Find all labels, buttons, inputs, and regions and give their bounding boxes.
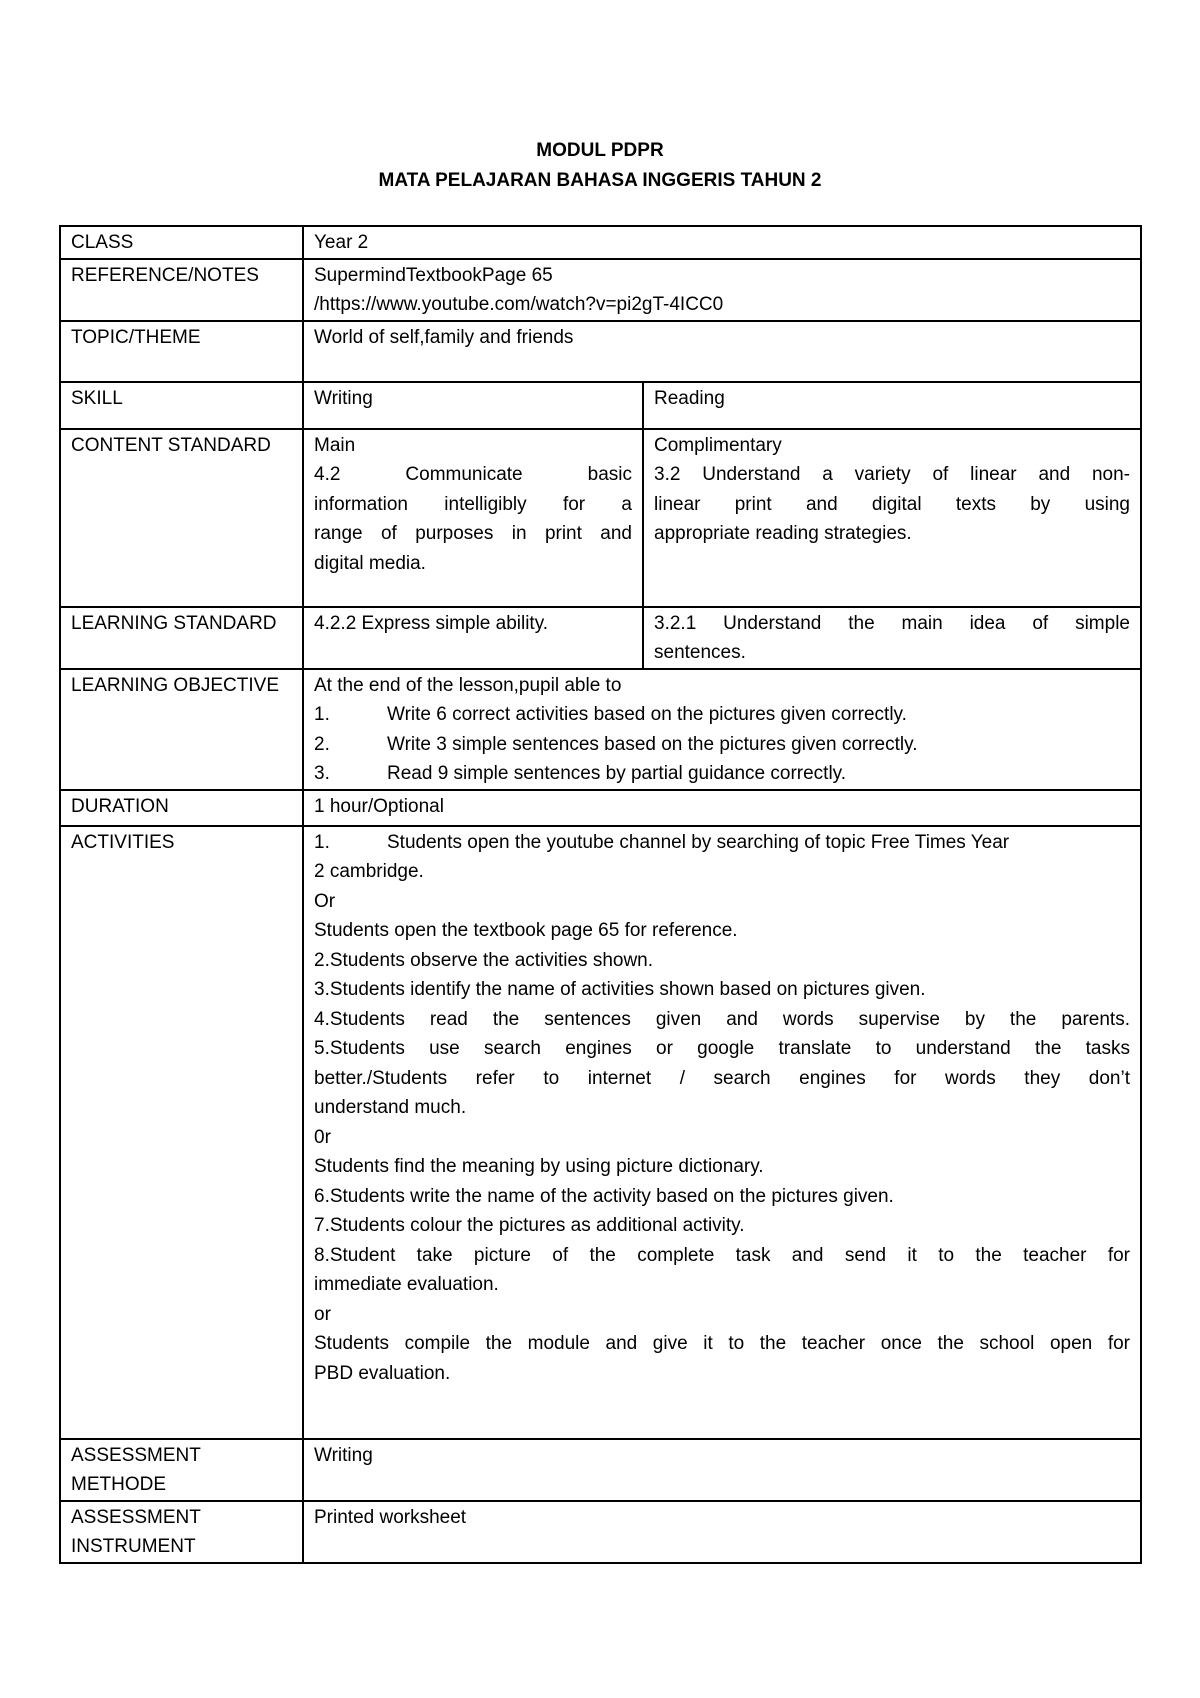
row-duration bbox=[60, 790, 1141, 826]
activity-line: 5.Students use search engines or google translate to understand the tasks bbox=[314, 1038, 1130, 1059]
assessment-method-label-line: ASSESSMENT bbox=[71, 1444, 201, 1466]
objective-item bbox=[314, 730, 1130, 760]
content-main-heading: Main bbox=[314, 434, 356, 456]
activity-line: or bbox=[314, 1303, 331, 1325]
activity-line: 8.Student take picture of the complete task and send it to the teacher for bbox=[314, 1244, 1130, 1266]
activity-line: 0r bbox=[314, 1126, 331, 1148]
assessment-method-label-line: METHODE bbox=[71, 1474, 166, 1495]
learning-objective-value bbox=[303, 669, 1141, 790]
objective-intro: At the end of the lesson,pupil able to bbox=[314, 674, 622, 696]
skill-main: Writing bbox=[303, 382, 643, 429]
objective-text: Write 6 correct activities based on the pictures given correctly. bbox=[387, 704, 907, 725]
content-comp-line: linear print and digital texts by using bbox=[654, 493, 1130, 515]
learning-standard-main: 4.2.2 Express simple ability. bbox=[303, 607, 643, 669]
learning-comp-line: 3.2.1 Understand the main idea of simple bbox=[654, 612, 1130, 634]
content-main-line: 4.2 Communicate basic bbox=[314, 464, 632, 485]
activity-line: 7.Students colour the pictures as additional activity. bbox=[314, 1215, 745, 1236]
activity-text: Students open the youtube channel by searching of topic Free Times Year bbox=[387, 831, 1010, 853]
class-value: Year 2 bbox=[303, 226, 1141, 259]
content-main-line: digital media. bbox=[314, 552, 426, 574]
learning-standard-label: LEARNING STANDARD bbox=[60, 607, 303, 669]
content-standard-main bbox=[303, 429, 643, 607]
objective-text: Write 3 simple sentences based on the pictures given correctly. bbox=[387, 733, 918, 755]
activity-line: understand much. bbox=[314, 1097, 467, 1118]
skill-complementary: Reading bbox=[643, 382, 1141, 429]
activities-label: ACTIVITIES bbox=[60, 826, 303, 1439]
objective-item bbox=[314, 700, 1130, 730]
activity-line: 6.Students write the name of the activity based on the pictures given. bbox=[314, 1185, 894, 1207]
objective-item bbox=[314, 759, 1130, 789]
row-activities bbox=[60, 826, 1141, 1439]
content-standard-label: CONTENT STANDARD bbox=[60, 429, 303, 607]
topic-value: World of self,family and friends bbox=[303, 321, 1141, 382]
activity-line: PBD evaluation. bbox=[314, 1362, 451, 1384]
topic-label: TOPIC/THEME bbox=[60, 321, 303, 382]
objective-number: 3. bbox=[314, 763, 330, 784]
assessment-method-label bbox=[60, 1439, 303, 1501]
reference-label: REFERENCE/NOTES bbox=[60, 259, 303, 321]
duration-value: 1 hour/Optional bbox=[303, 790, 1141, 826]
content-main-line: information intelligibly for a bbox=[314, 493, 632, 515]
assessment-instrument-label-line: INSTRUMENT bbox=[71, 1536, 196, 1557]
objective-number: 2. bbox=[314, 733, 330, 755]
activity-item bbox=[314, 828, 1130, 858]
document-title: MODUL PDPR bbox=[536, 140, 664, 161]
assessment-instrument-label bbox=[60, 1501, 303, 1563]
class-label: CLASS bbox=[60, 226, 303, 259]
activity-line: 2.Students observe the activities shown. bbox=[314, 949, 654, 971]
activity-line: immediate evaluation. bbox=[314, 1274, 499, 1295]
activity-number: 1. bbox=[314, 831, 330, 853]
content-main-line: range of purposes in print and bbox=[314, 523, 632, 544]
activity-line: Students find the meaning by using picture dictionary. bbox=[314, 1156, 764, 1177]
content-comp-line: appropriate reading strategies. bbox=[654, 523, 912, 544]
row-reference bbox=[60, 259, 1141, 321]
learning-comp-line: sentences. bbox=[654, 642, 746, 663]
assessment-instrument-label-line: ASSESSMENT bbox=[71, 1506, 201, 1528]
objective-text: Read 9 simple sentences by partial guidance correctly. bbox=[387, 763, 847, 784]
learning-standard-complementary bbox=[643, 607, 1141, 669]
activity-line: 3.Students identify the name of activities shown based on pictures given. bbox=[314, 979, 926, 1000]
content-standard-complementary bbox=[643, 429, 1141, 607]
content-comp-heading: Complimentary bbox=[654, 434, 782, 456]
objective-number: 1. bbox=[314, 704, 330, 725]
content-comp-line: 3.2 Understand a variety of linear and non- bbox=[654, 464, 1130, 485]
activity-line: Or bbox=[314, 890, 336, 912]
skill-label: SKILL bbox=[60, 382, 303, 429]
document-subtitle: MATA PELAJARAN BAHASA INGGERIS TAHUN 2 bbox=[378, 170, 822, 191]
lesson-plan-table bbox=[59, 225, 1142, 1564]
row-topic bbox=[60, 321, 1141, 382]
duration-label: DURATION bbox=[60, 790, 303, 826]
row-skill bbox=[60, 382, 1141, 429]
activity-line: better./Students refer to internet / search engines for words they don’t bbox=[314, 1067, 1130, 1089]
activity-lines bbox=[314, 857, 1130, 1388]
row-learning-objective bbox=[60, 669, 1141, 790]
row-class bbox=[60, 226, 1141, 259]
activity-line: Students compile the module and give it to the teacher once the school open for bbox=[314, 1333, 1130, 1354]
activity-line: Students open the textbook page 65 for reference. bbox=[314, 920, 738, 941]
row-learning-standard bbox=[60, 607, 1141, 669]
row-assessment-instrument bbox=[60, 1501, 1141, 1563]
learning-objective-label: LEARNING OBJECTIVE bbox=[60, 669, 303, 790]
assessment-instrument-value: Printed worksheet bbox=[303, 1501, 1141, 1563]
reference-value bbox=[303, 259, 1141, 321]
activity-line: 2 cambridge. bbox=[314, 861, 424, 882]
row-content-standard bbox=[60, 429, 1141, 607]
activity-line: 4.Students read the sentences given and words supervise by the parents. bbox=[314, 1008, 1130, 1030]
assessment-method-value: Writing bbox=[303, 1439, 1141, 1501]
row-assessment-method bbox=[60, 1439, 1141, 1501]
activities-value bbox=[303, 826, 1141, 1439]
reference-url: /https://www.youtube.com/watch?v=pi2gT-4ICC0 bbox=[314, 294, 724, 315]
reference-textbook: SupermindTextbookPage 65 bbox=[314, 264, 553, 286]
